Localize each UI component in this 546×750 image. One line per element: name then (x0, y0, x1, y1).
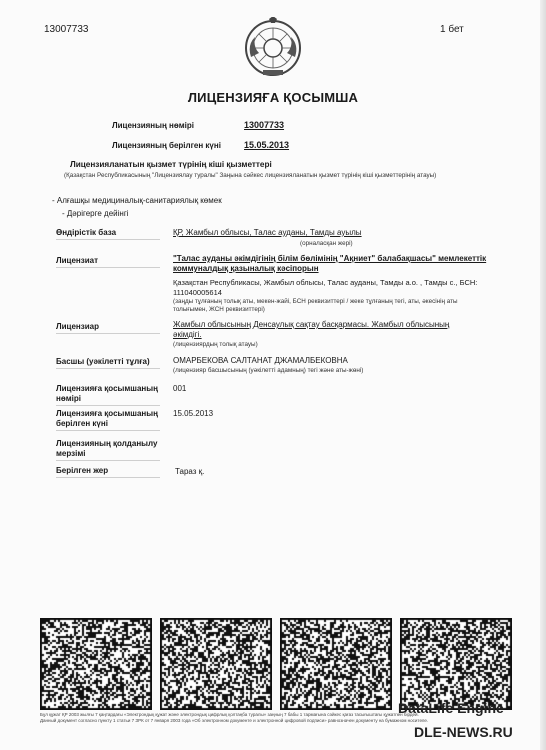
appendix-date-label: берілген күні (56, 419, 160, 431)
appendix-number-value: 001 (173, 384, 187, 393)
place-value: Тараз қ. (175, 467, 205, 476)
licensor-note: (лицензиярдың толық атауы) (173, 341, 258, 348)
state-emblem-icon (243, 17, 303, 79)
licensor-value: әкімдігі. (173, 330, 202, 339)
production-base-note: (орналасқан жері) (300, 240, 353, 247)
watermark-line: DataLife Engine (398, 700, 504, 716)
licensee-note: толығымен, ЖСН реквизиттері) (173, 306, 265, 313)
licensor-value: Жамбыл облысының Денсаулық сақтау басқармасы. Жамбыл облысының (173, 320, 450, 329)
appendix-date-label: Лицензияға қосымшаның (56, 409, 158, 418)
appendix-date-value: 15.05.2013 (173, 409, 214, 418)
place-label: Берілген жер (56, 466, 160, 478)
licensee-name: коммуналдық қазыналық кәсіпорын (173, 264, 319, 273)
activity-heading: Лицензияланатын қызмет түрінің кіші қызметтері (70, 160, 272, 169)
validity-label: Лицензияның қолданылу (56, 439, 158, 448)
head-note: (лицензияр басшысының (уәкілетті адамның) тегі және аты-жөні) (173, 367, 364, 374)
watermark-line: DLE-NEWS.RU (414, 724, 513, 740)
page-mark: 1 бет (440, 24, 464, 35)
licensee-address: Қазақстан Республикасы, Жамбыл облысы, Талас ауданы, Тамды а.о. , Тамды с., БСН: (173, 278, 478, 287)
appendix-number-label: Лицензияға қосымшаның (56, 384, 158, 393)
page-title: ЛИЦЕНЗИЯҒА ҚОСЫМША (187, 90, 359, 105)
license-number-value: 13007733 (244, 120, 285, 130)
production-base-value: ҚР, Жамбыл облысы, Талас ауданы, Тамды ауылы (173, 228, 362, 237)
activity-item: - Дәрігерге дейінгі (62, 209, 129, 218)
licensee-note: (заңды тұлғаның толық аты, мекен-жайі, БСН реквизиттері / жеке тұлғаның тегі, аты, әкесінің аты (173, 298, 458, 305)
footer-line: Бұл құжат ҚР 2003 жылғы 7 қаңтардағы «Электрондық құжат және электрондық цифрлық қолтаңба туралы» заңның 7 бабы 1 тармағына сәйкес қағаз тасығыштағы құжатпен бірдей. (40, 712, 419, 717)
barcode (400, 618, 512, 710)
doc-number: 13007733 (44, 24, 89, 35)
production-base-label: Өндірістік база (56, 228, 160, 240)
barcode (160, 618, 272, 710)
appendix-number-label: нөмірі (56, 394, 160, 406)
licensee-address: 111040005614 (173, 288, 222, 297)
licensee-label: Лицензиат (56, 256, 160, 268)
license-date-label: Лицензияның берілген күні (112, 141, 221, 150)
barcode (280, 618, 392, 710)
activity-item: - Алғашқы медициналық-санитариялық көмек (52, 196, 222, 205)
head-value: ОМАРБЕКОВА САЛТАНАТ ДЖАМАЛБЕКОВНА (173, 356, 348, 365)
head-label: Басшы (уәкілетті тұлға) (56, 357, 160, 369)
license-date-value: 15.05.2013 (244, 140, 290, 150)
page-edge-shadow (540, 0, 546, 750)
licensee-name: "Талас ауданы әкімдігінің білім бөлімінің "Ақниет" балабақшасы" мемлекеттік (173, 254, 487, 263)
activity-note: (Қазақстан Республикасының "Лицензиялау туралы" Заңына сәйкес лицензияланатын қызмет түрінің кіші қызметтерінің атауы) (64, 172, 437, 179)
footer-line: Данный документ согласно пункту 1 статьи 7 ЗРК от 7 января 2003 года «Об электронном документе и электронной цифровой подписи» равнозначен документу на бумажном носителе. (40, 718, 429, 723)
license-number-label: Лицензияның нөмірі (112, 121, 194, 130)
licensor-label: Лицензиар (56, 322, 160, 334)
barcode (40, 618, 152, 710)
validity-label: мерзімі (56, 449, 160, 461)
